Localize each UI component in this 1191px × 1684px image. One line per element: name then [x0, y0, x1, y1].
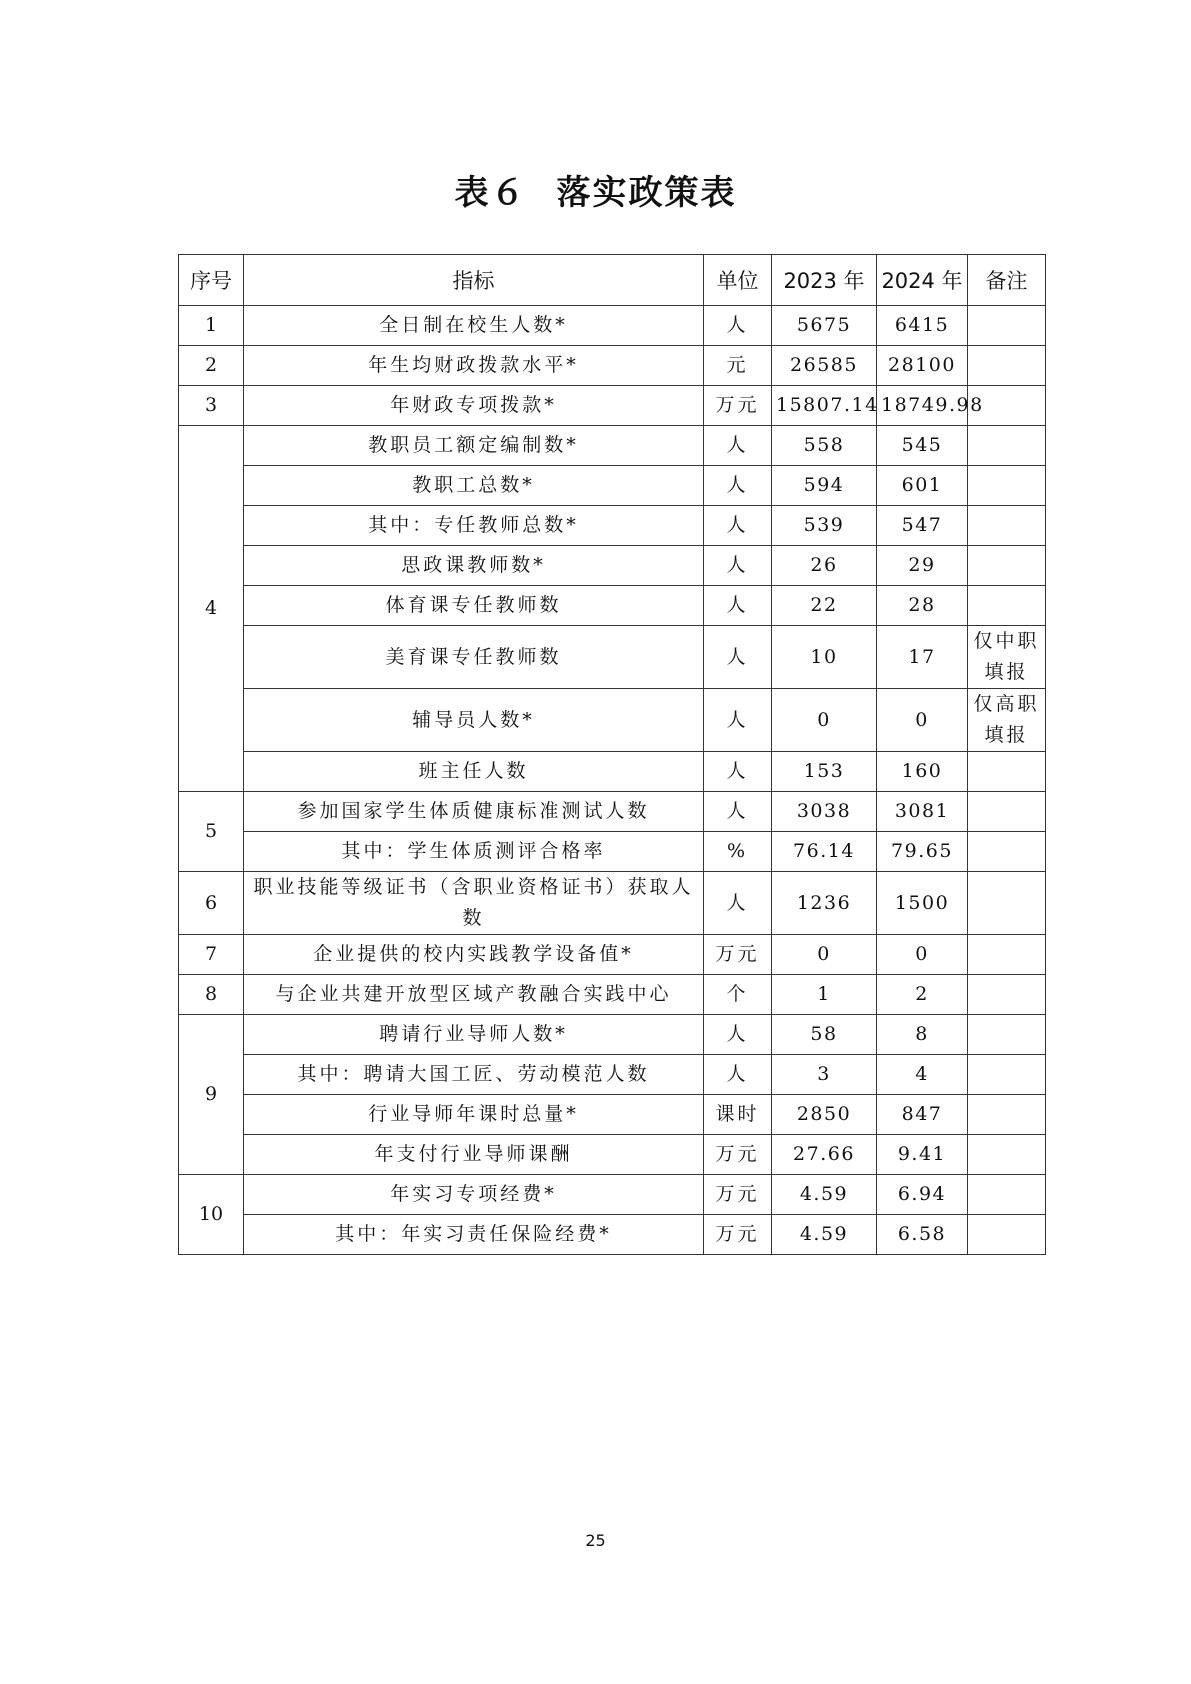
seq-cell: 4 [179, 426, 244, 792]
value-2024-cell: 1500 [877, 872, 968, 935]
indicator-cell: 参加国家学生体质健康标准测试人数 [244, 792, 704, 832]
seq-cell: 8 [179, 975, 244, 1015]
indicator-cell: 其中：聘请大国工匠、劳动模范人数 [244, 1055, 704, 1095]
table-title [0, 165, 1191, 214]
value-2023-cell: 4.59 [772, 1215, 877, 1255]
indicator-cell: 全日制在校生人数* [244, 306, 704, 346]
indicator-cell: 美育课专任教师数 [244, 626, 704, 689]
value-2023-cell: 2850 [772, 1095, 877, 1135]
header-2024: 2024 年 [877, 255, 968, 306]
unit-cell: 人 [704, 1055, 772, 1095]
indicator-cell: 其中：年实习责任保险经费* [244, 1215, 704, 1255]
value-2023-cell: 26585 [772, 346, 877, 386]
value-2024-cell: 547 [877, 506, 968, 546]
value-2024-cell: 160 [877, 752, 968, 792]
value-2024-cell: 4 [877, 1055, 968, 1095]
unit-cell: 人 [704, 466, 772, 506]
note-cell [968, 752, 1046, 792]
header-2023: 2023 年 [772, 255, 877, 306]
note-cell [968, 935, 1046, 975]
indicator-cell: 其中：专任教师总数* [244, 506, 704, 546]
table-row [179, 872, 1046, 935]
unit-cell: 人 [704, 752, 772, 792]
value-2024-cell: 0 [877, 935, 968, 975]
note-cell [968, 466, 1046, 506]
unit-cell: 万元 [704, 935, 772, 975]
note-cell [968, 975, 1046, 1015]
header-seq: 序号 [179, 255, 244, 306]
unit-cell: 课时 [704, 1095, 772, 1135]
unit-cell: 元 [704, 346, 772, 386]
indicator-cell: 教职工总数* [244, 466, 704, 506]
indicator-cell: 行业导师年课时总量* [244, 1095, 704, 1135]
value-2024-cell: 0 [877, 689, 968, 752]
note-cell [968, 1175, 1046, 1215]
seq-cell: 3 [179, 386, 244, 426]
value-2024-cell: 28 [877, 586, 968, 626]
table-row [179, 975, 1046, 1015]
table-row [179, 752, 1046, 792]
header-unit: 单位 [704, 255, 772, 306]
value-2023-cell: 22 [772, 586, 877, 626]
indicator-cell: 其中：学生体质测评合格率 [244, 832, 704, 872]
unit-cell: 人 [704, 792, 772, 832]
value-2023-cell: 1 [772, 975, 877, 1015]
policy-table [178, 254, 1046, 1255]
indicator-cell: 聘请行业导师人数* [244, 1015, 704, 1055]
value-2023-cell: 539 [772, 506, 877, 546]
seq-cell: 9 [179, 1015, 244, 1175]
note-cell [968, 1015, 1046, 1055]
seq-cell: 2 [179, 346, 244, 386]
indicator-cell: 辅导员人数* [244, 689, 704, 752]
unit-cell: 万元 [704, 386, 772, 426]
table-row [179, 832, 1046, 872]
unit-cell: 人 [704, 1015, 772, 1055]
value-2023-cell: 15807.14 [772, 386, 877, 426]
value-2024-cell: 79.65 [877, 832, 968, 872]
note-cell: 仅高职填报 [968, 689, 1046, 752]
seq-cell: 10 [179, 1175, 244, 1255]
value-2023-cell: 594 [772, 466, 877, 506]
table-row [179, 346, 1046, 386]
note-cell [968, 832, 1046, 872]
value-2023-cell: 58 [772, 1015, 877, 1055]
table-row [179, 586, 1046, 626]
value-2024-cell: 29 [877, 546, 968, 586]
value-2024-cell: 2 [877, 975, 968, 1015]
value-2023-cell: 0 [772, 935, 877, 975]
table-row [179, 466, 1046, 506]
value-2023-cell: 1236 [772, 872, 877, 935]
seq-cell: 1 [179, 306, 244, 346]
table-row [179, 792, 1046, 832]
indicator-cell: 教职员工额定编制数* [244, 426, 704, 466]
note-cell [968, 426, 1046, 466]
page-number: 25 [585, 1531, 606, 1550]
unit-cell: 人 [704, 689, 772, 752]
unit-cell: 万元 [704, 1215, 772, 1255]
unit-cell: 人 [704, 586, 772, 626]
value-2023-cell: 558 [772, 426, 877, 466]
unit-cell: 人 [704, 306, 772, 346]
value-2023-cell: 3 [772, 1055, 877, 1095]
note-cell [968, 586, 1046, 626]
note-cell [968, 872, 1046, 935]
value-2023-cell: 76.14 [772, 832, 877, 872]
value-2024-cell: 6415 [877, 306, 968, 346]
value-2024-cell: 18749.98 [877, 386, 968, 426]
unit-cell: % [704, 832, 772, 872]
value-2023-cell: 27.66 [772, 1135, 877, 1175]
table-row [179, 506, 1046, 546]
indicator-cell: 年生均财政拨款水平* [244, 346, 704, 386]
value-2023-cell: 4.59 [772, 1175, 877, 1215]
table-row [179, 1095, 1046, 1135]
value-2024-cell: 601 [877, 466, 968, 506]
table-row [179, 935, 1046, 975]
note-cell [968, 1055, 1046, 1095]
unit-cell: 人 [704, 626, 772, 689]
note-cell [968, 506, 1046, 546]
value-2024-cell: 17 [877, 626, 968, 689]
unit-cell: 人 [704, 872, 772, 935]
table-row [179, 1215, 1046, 1255]
value-2024-cell: 28100 [877, 346, 968, 386]
indicator-cell: 班主任人数 [244, 752, 704, 792]
table-row [179, 1175, 1046, 1215]
note-cell [968, 346, 1046, 386]
indicator-cell: 年支付行业导师课酬 [244, 1135, 704, 1175]
value-2024-cell: 6.94 [877, 1175, 968, 1215]
value-2024-cell: 545 [877, 426, 968, 466]
table-row [179, 626, 1046, 689]
note-cell [968, 306, 1046, 346]
indicator-cell: 体育课专任教师数 [244, 586, 704, 626]
indicator-cell: 企业提供的校内实践教学设备值* [244, 935, 704, 975]
table-row [179, 306, 1046, 346]
indicator-cell: 职业技能等级证书（含职业资格证书）获取人数 [244, 872, 704, 935]
table-title-name: 落实政策表 [556, 173, 737, 213]
value-2024-cell: 6.58 [877, 1215, 968, 1255]
header-note: 备注 [968, 255, 1046, 306]
indicator-cell: 年实习专项经费* [244, 1175, 704, 1215]
value-2023-cell: 3038 [772, 792, 877, 832]
unit-cell: 人 [704, 506, 772, 546]
note-cell [968, 1215, 1046, 1255]
indicator-cell: 思政课教师数* [244, 546, 704, 586]
seq-cell: 7 [179, 935, 244, 975]
value-2024-cell: 9.41 [877, 1135, 968, 1175]
note-cell [968, 792, 1046, 832]
unit-cell: 万元 [704, 1175, 772, 1215]
seq-cell: 5 [179, 792, 244, 872]
value-2023-cell: 10 [772, 626, 877, 689]
note-cell: 仅中职填报 [968, 626, 1046, 689]
table-row [179, 1135, 1046, 1175]
table-title-prefix: 表６ [454, 173, 527, 213]
unit-cell: 人 [704, 426, 772, 466]
table-row [179, 546, 1046, 586]
indicator-cell: 年财政专项拨款* [244, 386, 704, 426]
table-row [179, 1015, 1046, 1055]
unit-cell: 人 [704, 546, 772, 586]
unit-cell: 个 [704, 975, 772, 1015]
value-2024-cell: 847 [877, 1095, 968, 1135]
value-2024-cell: 8 [877, 1015, 968, 1055]
table-row [179, 426, 1046, 466]
table-row [179, 689, 1046, 752]
note-cell [968, 546, 1046, 586]
value-2023-cell: 26 [772, 546, 877, 586]
table-row [179, 1055, 1046, 1095]
note-cell [968, 1095, 1046, 1135]
unit-cell: 万元 [704, 1135, 772, 1175]
value-2023-cell: 0 [772, 689, 877, 752]
value-2023-cell: 153 [772, 752, 877, 792]
value-2023-cell: 5675 [772, 306, 877, 346]
value-2024-cell: 3081 [877, 792, 968, 832]
seq-cell: 6 [179, 872, 244, 935]
header-indicator: 指标 [244, 255, 704, 306]
table-row [179, 386, 1046, 426]
note-cell [968, 1135, 1046, 1175]
header-row [179, 255, 1046, 306]
indicator-cell: 与企业共建开放型区域产教融合实践中心 [244, 975, 704, 1015]
